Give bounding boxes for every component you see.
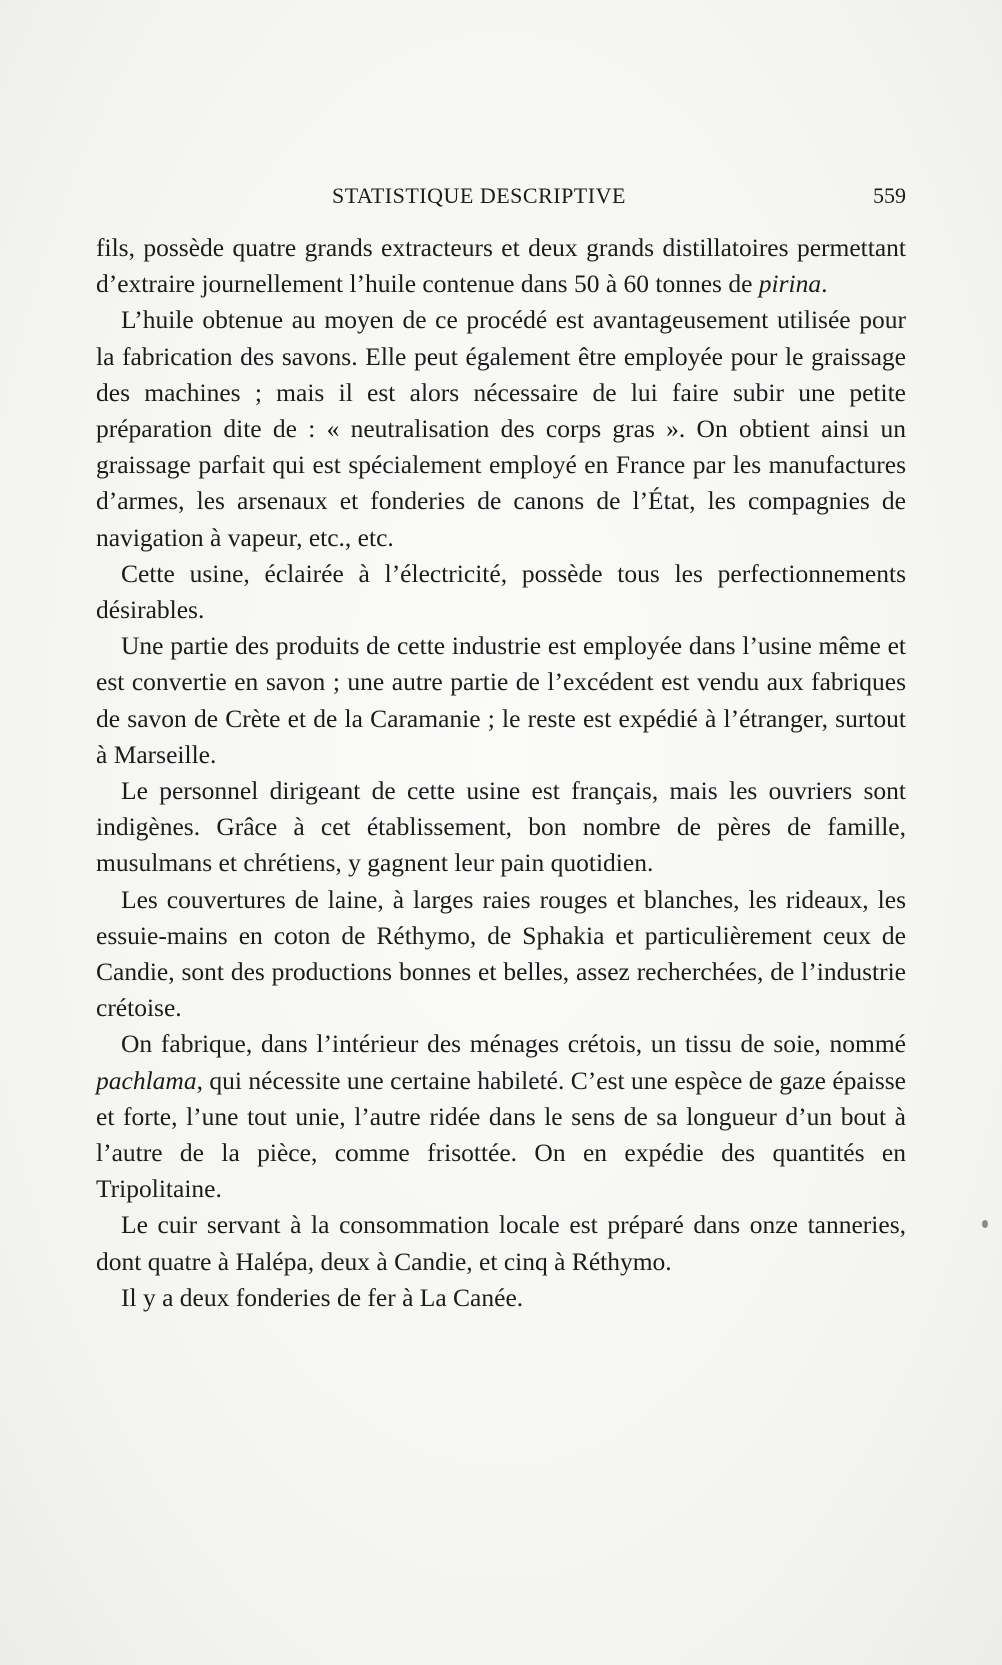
paragraph-9: Il y a deux fonderies de fer à La Canée. (121, 1282, 524, 1312)
paragraph-7: On fabrique, dans l’intérieur des ménages crétois, un tissu de soie, nommé pachlama, qui nécessite une certaine habileté. C’est une espèce de gaze épaisse et forte, l’une tout unie, l’autre ridée dans le sens de sa longueur d’un bout à l’autre de la pièce, comme frisottée. On en expédie des quantités en Tripolitaine. (96, 1029, 906, 1204)
paragraph-5: Le personnel dirigeant de cette usine est français, mais les ouvriers sont indigènes. Grâce à cet établissement, bon nombre de pères de famille, musulmans et chrétiens, y gagnent leur pain quotidien. (96, 776, 906, 878)
paragraph-8: Le cuir servant à la consommation locale est préparé dans onze tanneries, dont quatre à Halépa, deux à Candie, et cinq à Réthymo. (96, 1210, 906, 1276)
paragraph-3: Cette usine, éclairée à l’électricité, possède tous les perfectionnements désirables. (96, 558, 906, 625)
body-text (96, 230, 906, 1316)
page-header (96, 183, 906, 217)
paragraph-6: Les couvertures de laine, à larges raies rouges et blanches, les rideaux, les essuie-mains en coton de Réthymo, de Sphakia et particulièrement ceux de Candie, sont des productions bonnes et belles, assez recherchées, de l’industrie crétoise. (96, 884, 906, 1023)
paragraph-4: Une partie des produits de cette industrie est employée dans l’usine même et est convertie en savon ; une autre partie de l’excédent est vendu aux fabriques de savon de Crète et de la Caramanie ; le reste est expédié à l’étranger, surtout à Marseille. (96, 631, 906, 769)
term-emphasis: pirina (758, 269, 822, 299)
running-title: STATISTIQUE DESCRIPTIVE (332, 183, 626, 208)
paragraph-2: L’huile obtenue au moyen de ce procédé est avantageusement utilisée pour la fabrication des savons. Elle peut également être employée pour le graissage des machines ; mais il est alors nécessaire de lui faire subir une petite préparation dite de : « neutralisation des corps gras ». On obtient ainsi un graissage parfait qui est spécialement employé en France par les manufactures d’armes, les arsenaux et fonderies de canons de l’État, les compagnies de navigation à vapeur, etc., etc. (96, 305, 906, 552)
term-emphasis: pachlama (96, 1065, 197, 1095)
page-number: 559 (873, 183, 906, 208)
paragraph-1: fils, possède quatre grands extracteurs et deux grands distillatoires permettant d’extraire journellement l’huile contenue dans 50 à 60 tonnes de pirina. (96, 233, 906, 299)
paper-speck (982, 1220, 988, 1228)
